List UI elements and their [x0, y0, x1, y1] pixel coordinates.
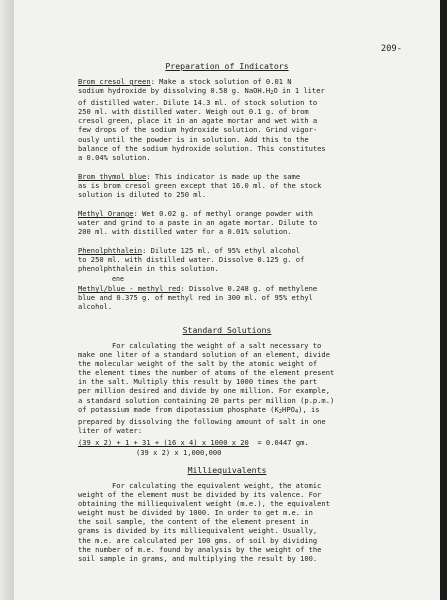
formula-numerator: (39 x 2) + 1 + 31 + (16 x 4) x 1000 x 20 = 0.0447 gm. — [78, 438, 309, 447]
phenolphthalein-paragraph: Phenolphthalein: Dilute 125 ml. of 95% ethyl alcohol to 250 ml. with distilled water. Dissolve 0.125 g. of phenolphthalein in this solution. — [78, 246, 305, 274]
page-number: 209- — [380, 44, 402, 54]
heading-preparation-of-indicators: Preparation of Indicators — [165, 61, 289, 71]
heading-standard-solutions: Standard Solutions — [182, 325, 272, 335]
formula-denominator: (39 x 2) x 1,000,000 — [136, 448, 222, 457]
scan-right-edge — [440, 0, 447, 600]
brom-cresol-green-paragraph: Brom cresol green: Make a stock solution of 0.01 N sodium hydroxide by dissolving 0.58 g. NaOH.H2O in 1 liter of distilled water. Dilute 14.3 ml. of stock solution to 250 ml. with distilled water. Weigh out 0.1 g. of brom cresol green, place it in an agate mortar and wet with a few drops of the sodium hydroxide solution. Grind vigor- ously until the powder is in solution. Add this to the balance of the sodium hydroxide solution. This constitutes a 0.04% solution. — [78, 77, 326, 162]
standard-solutions-paragraph: For calculating the weight of a salt necessary to make one liter of a standard solution of an element, divide the molecular weight of the salt by the atomic weight of the element times the number of atoms of the element present in the salt. Multiply this result by 1000 times the part per million desired and divide by one million. For example, a standard solution containing 20 parts per million (p.p.m.) of potassium made from dipotassium phosphate (K2HPO4), is prepared by dissolving the following amount of salt in one liter of water: — [78, 341, 335, 435]
brom-thymol-blue-paragraph: Brom thymol blue: This indicator is made up the same as is brom cresol green except that 16.0 ml. of the stock solution is diluted to 250 ml. — [78, 172, 322, 200]
term-phenolphthalein: Phenolphthalein — [78, 246, 143, 255]
term-brom-thymol-blue: Brom thymol blue — [78, 172, 147, 181]
formula-result: = 0.0447 gm. — [257, 438, 309, 447]
methyl-orange-paragraph: Methyl Orange: Wet 0.02 g. of methyl orange powder with water and grind to a paste in an agate mortar. Dilute to 200 ml. with distilled water for a 0.01% solution. — [78, 209, 318, 237]
page-gutter-shadow — [0, 0, 14, 600]
milliequivalents-paragraph: For calculating the equivalent weight, the atomic weight of the element must be divided by its valence. For obtaining the milliequivalent weight (m.e.), the equivalent weight must be divided by 1000. In order to get m.e. in the soil sample, the content of the element present in grams is divided by its milliequivalent weight. Usually, the m.e. are calculated per 100 gms. of soil by dividing the number of m.e. found by analysis by the weight of the soil sample in grams, and multiplying the result by 100. — [78, 481, 330, 563]
term-methyl-orange: Methyl Orange — [78, 209, 134, 218]
heading-milliequivalents: Milliequivalents — [187, 465, 267, 475]
term-brom-cresol-green: Brom cresol green — [78, 77, 151, 86]
term-methylene-blue-methyl-red: Methyl/blue - methyl red — [78, 284, 181, 293]
handwritten-insert-ene: ene — [112, 275, 124, 283]
document-page — [14, 0, 440, 600]
methylene-blue-paragraph: Methyl/blue - methyl red: Dissolve 0.248 g. of methylene blue and 0.375 g. of methyl red in 300 ml. of 95% ethyl alcohol. — [78, 284, 318, 312]
